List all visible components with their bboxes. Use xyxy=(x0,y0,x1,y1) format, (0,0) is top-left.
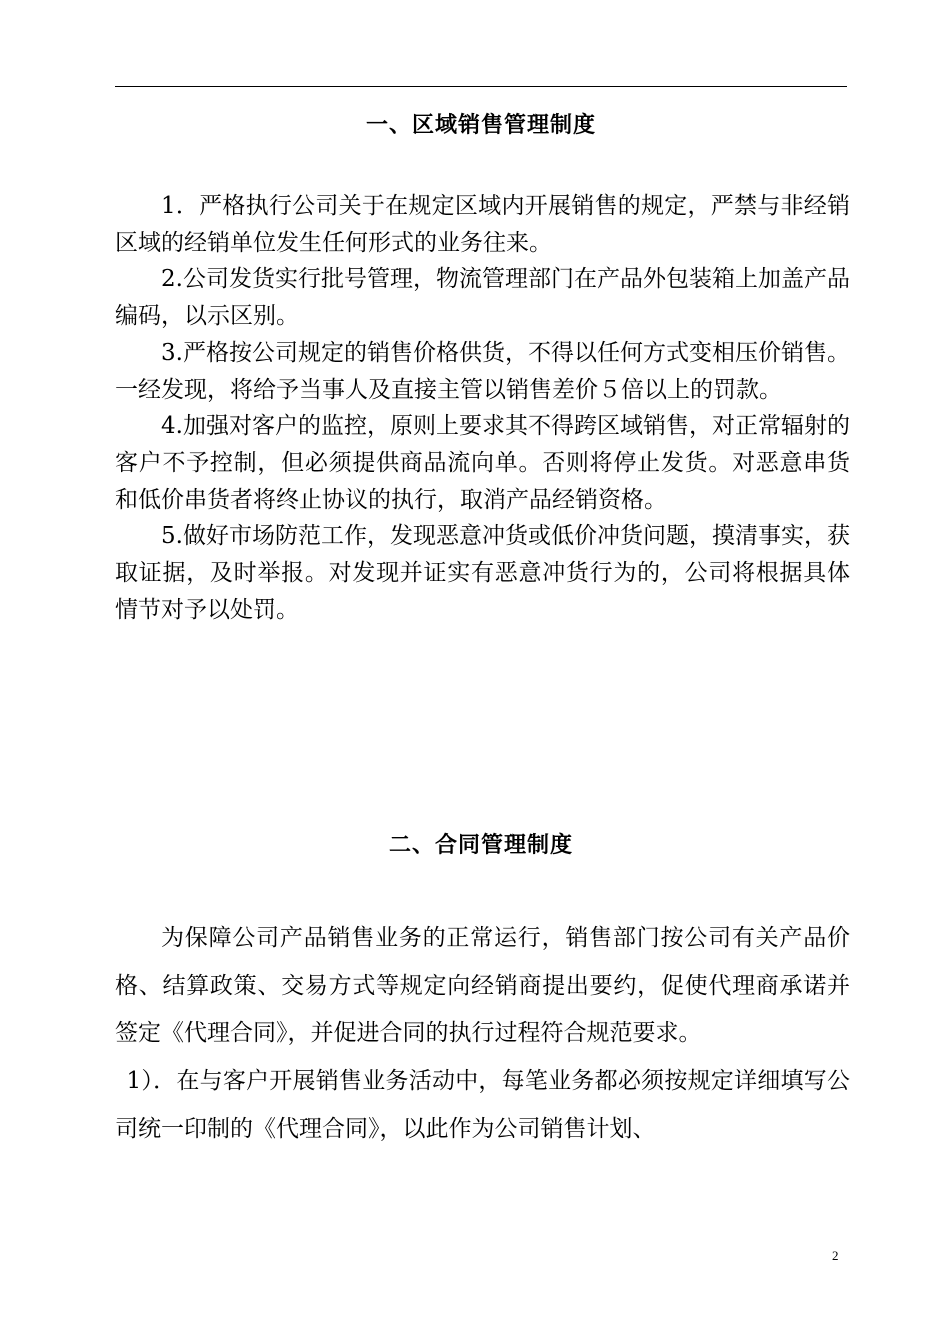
section2-title: 二、合同管理制度 xyxy=(388,833,573,858)
section1-paragraph-2: 2.公司发货实行批号管理，物流管理部门在产品外包装箱上加盖产品编码，以示区别。 xyxy=(115,266,850,330)
page-number: 2 xyxy=(832,1248,839,1263)
section2-item-1: 1）．在与客户开展销售业务活动中，每笔业务都必须按规定详细填写公司统一印制的《代理合同》，以此作为公司销售计划、 xyxy=(115,1068,850,1142)
section2-intro-paragraph: 为保障公司产品销售业务的正常运行，销售部门按公司有关产品价格、结算政策、交易方式等规定向经销商提出要约，促使代理商承诺并签定《代理合同》，并促进合同的执行过程符合规范要求。 xyxy=(115,925,850,1047)
section1-paragraph-5: 5.做好市场防范工作，发现恶意冲货或低价冲货问题，摸清事实，获取证据，及时举报。对发现并证实有恶意冲货行为的，公司将根据具体情节对予以处罚。 xyxy=(115,523,850,623)
section1-paragraph-4: 4.加强对客户的监控，原则上要求其不得跨区域销售，对正常辐射的客户不予控制，但必须提供商品流向单。否则将停止发货。对恶意串货和低价串货者将终止协议的执行，取消产品经销资格。 xyxy=(115,413,850,513)
section1-paragraph-3: 3.严格按公司规定的销售价格供货，不得以任何方式变相压价销售。一经发现，将给予当事人及直接主管以销售差价５倍以上的罚款。 xyxy=(115,339,850,403)
section2-body xyxy=(115,915,850,1154)
section1-title: 一、区域销售管理制度 xyxy=(365,113,596,138)
section1-body xyxy=(115,188,850,628)
section1-paragraph-1: 1．严格执行公司关于在规定区域内开展销售的规定，严禁与非经销区域的经销单位发生任何形式的业务往来。 xyxy=(115,193,850,256)
header-rule xyxy=(115,86,847,87)
